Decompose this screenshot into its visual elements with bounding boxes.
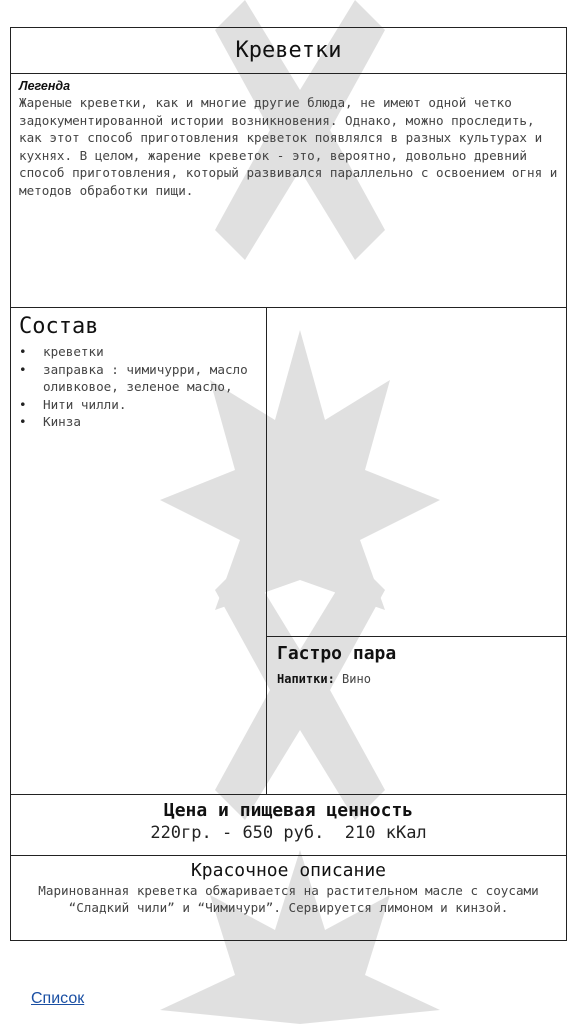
dish-title: Креветки	[235, 38, 342, 63]
list-item: • Кинза	[19, 414, 81, 429]
price-heading: Цена и пищевая ценность	[163, 800, 414, 821]
bullet-icon: •	[19, 396, 27, 412]
legend-section	[10, 73, 567, 308]
drinks-value: Вино	[342, 672, 371, 686]
description-text: Маринованная креветка обжаривается на растительном масле с соусами “Сладкий чили” и “Чимичури”. Сервируется лимоном и кинзой.	[38, 883, 539, 915]
dish-title-box	[10, 27, 567, 74]
drinks-label: Напитки:	[277, 672, 335, 686]
ingredients-heading: Состав	[19, 314, 99, 339]
description-heading: Красочное описание	[190, 860, 387, 881]
list-item: • креветки	[19, 344, 104, 359]
legend-heading: Легенда	[19, 79, 71, 93]
drinks-line	[277, 672, 556, 686]
bullet-icon: •	[19, 361, 27, 377]
list-link[interactable]: Список	[31, 990, 85, 1007]
ingredients-section	[10, 307, 267, 795]
image-placeholder	[266, 307, 567, 637]
bullet-icon: •	[19, 414, 27, 429]
list-item: • Нити чилли.	[19, 396, 127, 412]
description-section	[10, 855, 567, 941]
bullet-icon: •	[19, 344, 27, 359]
legend-text: Жареные креветки, как и многие другие блюда, не имеют одной четко задокументированной истории возникновения. Однако, можно проследить, как этот способ приготовления креветок появлялся в разных культурах и кухнях. В целом, жарение креветок - это, вероятно, довольно древний способ приготовления, который развивался параллельно с освоением огня и методов обработки пищи.	[19, 95, 558, 198]
price-value: 220гр. - 650 руб. 210 кКал	[150, 823, 427, 843]
list-item: • заправка : чимичурри, масло оливковое, зеленое масло,	[19, 361, 248, 394]
price-section	[10, 794, 567, 856]
gastro-pair-heading: Гастро пара	[277, 643, 397, 664]
ingredients-list	[19, 343, 258, 431]
gastro-pair-section	[266, 636, 567, 795]
